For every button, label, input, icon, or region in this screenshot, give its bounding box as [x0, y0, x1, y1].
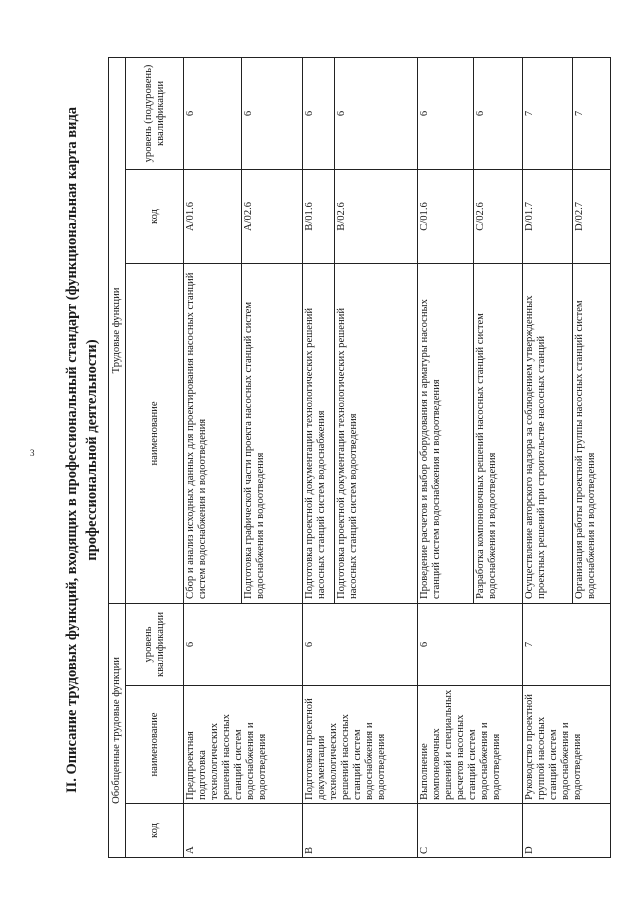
function-name: Подготовка графической части проекта насосных станций систем водоснабжения и водоотведения: [242, 263, 303, 603]
tf-name-column-header: наименование: [126, 263, 184, 603]
function-code: A/01.6: [184, 169, 242, 263]
tf-code-column-header: код: [126, 169, 184, 263]
function-level: 6: [242, 57, 303, 169]
table-row: [523, 57, 572, 857]
functional-map-table: [108, 57, 611, 858]
level-column-header: уровень квалификации: [126, 603, 184, 685]
functional-map-table-container: [108, 58, 611, 858]
function-code: B/02.6: [334, 169, 417, 263]
table-row: [303, 57, 334, 857]
function-code: B/01.6: [303, 169, 334, 263]
group-level: 6: [417, 603, 523, 685]
group-name: Руководство проектной группой насосных станций систем водоснабжения и водоотведения: [523, 686, 611, 804]
group-level: 7: [523, 603, 611, 685]
function-name: Проведение расчетов и выбор оборудования и арматуры насосных станций систем водоснабжения и водоотведения: [417, 263, 473, 603]
group-name: Выполнение компоновочных решений и специальных расчетов насосных станций систем водоснабжения и водоотведения: [417, 686, 523, 804]
function-level: 6: [184, 57, 242, 169]
group-level: 6: [303, 603, 418, 685]
group-name: Подготовка проектной документации технологических решений насосных станций систем водоснабжения и водоотведения: [303, 686, 418, 804]
group-code: A: [184, 804, 303, 858]
function-name: Организация работы проектной группы насосных станций систем водоснабжения и водоотведения: [572, 263, 610, 603]
function-code: C/02.6: [473, 169, 522, 263]
generalized-functions-header: Обобщенные трудовые функции: [109, 603, 126, 857]
table-row: [184, 57, 242, 857]
function-level: 6: [417, 57, 473, 169]
function-code: A/02.6: [242, 169, 303, 263]
table-row: [417, 57, 473, 857]
name-column-header: наименование: [126, 686, 184, 804]
function-name: Разработка компоновочных решений насосных станций систем водоснабжения и водоотведения: [473, 263, 522, 603]
group-code: C: [417, 804, 523, 858]
function-level: 7: [523, 57, 572, 169]
group-level: 6: [184, 603, 303, 685]
function-code: D/02.7: [572, 169, 610, 263]
labor-functions-header: Трудовые функции: [109, 57, 126, 603]
function-code: C/01.6: [417, 169, 473, 263]
function-name: Подготовка проектной документации технологических решений насосных станций систем водоотведения: [334, 263, 417, 603]
group-code: D: [523, 804, 611, 858]
section-title-line-1: II. Описание трудовых функций, входящих в профессиональный стандарт (функциональная карта вида: [64, 106, 80, 794]
function-name: Сбор и анализ исходных данных для проектирования насосных станций систем водоснабжения и водоотведения: [184, 263, 242, 603]
tf-level-column-header: уровень (подуровень) квалификации: [126, 57, 184, 169]
group-name: Предпроектная подготовка технологических решений насосных станций систем водоснабжения и водоотведения: [184, 686, 303, 804]
group-code: B: [303, 804, 418, 858]
section-title-line-2: профессиональной деятельности): [84, 339, 100, 561]
page-number: 3: [30, 448, 35, 458]
function-level: 6: [473, 57, 522, 169]
code-column-header: код: [126, 804, 184, 858]
function-name: Осуществление авторского надзора за соблюдением утвержденных проектных решений при строительстве насосных станций: [523, 263, 572, 603]
function-code: D/01.7: [523, 169, 572, 263]
function-name: Подготовка проектной документации технологических решений насосных станций систем водоснабжения: [303, 263, 334, 603]
function-level: 6: [303, 57, 334, 169]
function-level: 6: [334, 57, 417, 169]
function-level: 7: [572, 57, 610, 169]
